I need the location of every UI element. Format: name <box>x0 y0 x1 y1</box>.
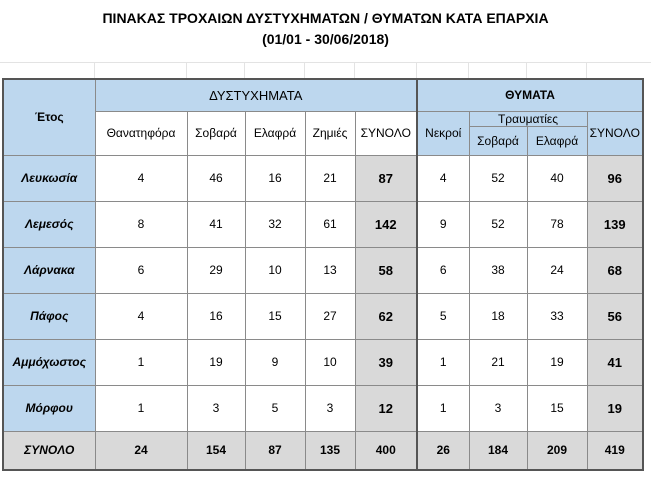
total-cell: 62 <box>355 293 417 339</box>
accidents-table <box>2 78 644 471</box>
value-cell: 15 <box>245 293 305 339</box>
total-cell: 41 <box>587 339 643 385</box>
inj-col-header: Σοβαρά <box>469 126 527 155</box>
total-cell: 58 <box>355 247 417 293</box>
victims-total-header: ΣΥΝΟΛΟ <box>587 111 643 155</box>
value-cell: 24 <box>95 431 187 470</box>
region-name: Λάρνακα <box>3 247 95 293</box>
value-cell: 6 <box>95 247 187 293</box>
value-cell: 184 <box>469 431 527 470</box>
inj-col-header: Ελαφρά <box>527 126 587 155</box>
value-cell: 13 <box>305 247 355 293</box>
value-cell: 1 <box>95 339 187 385</box>
region-name: Μόρφου <box>3 385 95 431</box>
acc-col-header: ΣΥΝΟΛΟ <box>355 111 417 155</box>
region-name: Λεμεσός <box>3 201 95 247</box>
value-cell: 5 <box>417 293 469 339</box>
value-cell: 8 <box>95 201 187 247</box>
value-cell: 4 <box>95 155 187 201</box>
value-cell: 4 <box>417 155 469 201</box>
value-cell: 16 <box>187 293 245 339</box>
total-cell: 142 <box>355 201 417 247</box>
region-name: Αμμόχωστος <box>3 339 95 385</box>
value-cell: 10 <box>245 247 305 293</box>
table-row <box>3 247 643 293</box>
victims-header: ΘΥΜΑΤΑ <box>417 79 643 111</box>
value-cell: 135 <box>305 431 355 470</box>
value-cell: 21 <box>305 155 355 201</box>
value-cell: 61 <box>305 201 355 247</box>
table-row <box>3 293 643 339</box>
dead-header: Νεκροί <box>417 111 469 155</box>
total-label: ΣΥΝΟΛΟ <box>3 431 95 470</box>
value-cell: 3 <box>469 385 527 431</box>
total-row <box>3 431 643 470</box>
value-cell: 21 <box>469 339 527 385</box>
injured-header: Τραυματίες <box>469 111 587 126</box>
total-cell: 39 <box>355 339 417 385</box>
value-cell: 209 <box>527 431 587 470</box>
value-cell: 6 <box>417 247 469 293</box>
value-cell: 3 <box>305 385 355 431</box>
total-cell: 12 <box>355 385 417 431</box>
total-cell: 139 <box>587 201 643 247</box>
value-cell: 87 <box>245 431 305 470</box>
value-cell: 4 <box>95 293 187 339</box>
value-cell: 1 <box>95 385 187 431</box>
region-name: Πάφος <box>3 293 95 339</box>
spreadsheet-gridlines <box>0 62 651 79</box>
value-cell: 154 <box>187 431 245 470</box>
value-cell: 1 <box>417 385 469 431</box>
value-cell: 24 <box>527 247 587 293</box>
acc-col-header: Ζημιές <box>305 111 355 155</box>
value-cell: 33 <box>527 293 587 339</box>
value-cell: 40 <box>527 155 587 201</box>
total-cell: 419 <box>587 431 643 470</box>
value-cell: 5 <box>245 385 305 431</box>
table-row <box>3 201 643 247</box>
acc-col-header: Θανατηφόρα <box>95 111 187 155</box>
value-cell: 19 <box>187 339 245 385</box>
value-cell: 29 <box>187 247 245 293</box>
table-title: ΠΙΝΑΚΑΣ ΤΡΟΧΑΙΩΝ ΔΥΣΤΥΧΗΜΑΤΩΝ / ΘΥΜΑΤΩΝ ΚΑΤΑ ΕΠΑΡΧΙΑ <box>102 10 549 26</box>
value-cell: 41 <box>187 201 245 247</box>
value-cell: 9 <box>417 201 469 247</box>
total-cell: 68 <box>587 247 643 293</box>
value-cell: 16 <box>245 155 305 201</box>
value-cell: 19 <box>527 339 587 385</box>
region-name: Λευκωσία <box>3 155 95 201</box>
value-cell: 46 <box>187 155 245 201</box>
value-cell: 52 <box>469 201 527 247</box>
value-cell: 27 <box>305 293 355 339</box>
value-cell: 1 <box>417 339 469 385</box>
value-cell: 52 <box>469 155 527 201</box>
table-row <box>3 155 643 201</box>
value-cell: 15 <box>527 385 587 431</box>
total-cell: 400 <box>355 431 417 470</box>
total-cell: 56 <box>587 293 643 339</box>
total-cell: 96 <box>587 155 643 201</box>
value-cell: 38 <box>469 247 527 293</box>
table-period: (01/01 - 30/06/2018) <box>262 31 389 47</box>
accidents-header: ΔΥΣΤΥΧΗΜΑΤΑ <box>95 79 417 111</box>
year-header: Έτος <box>3 79 95 155</box>
value-cell: 26 <box>417 431 469 470</box>
value-cell: 10 <box>305 339 355 385</box>
total-cell: 19 <box>587 385 643 431</box>
value-cell: 78 <box>527 201 587 247</box>
value-cell: 32 <box>245 201 305 247</box>
table-row <box>3 339 643 385</box>
total-cell: 87 <box>355 155 417 201</box>
acc-col-header: Ελαφρά <box>245 111 305 155</box>
acc-col-header: Σοβαρά <box>187 111 245 155</box>
value-cell: 18 <box>469 293 527 339</box>
table-row <box>3 385 643 431</box>
value-cell: 9 <box>245 339 305 385</box>
value-cell: 3 <box>187 385 245 431</box>
